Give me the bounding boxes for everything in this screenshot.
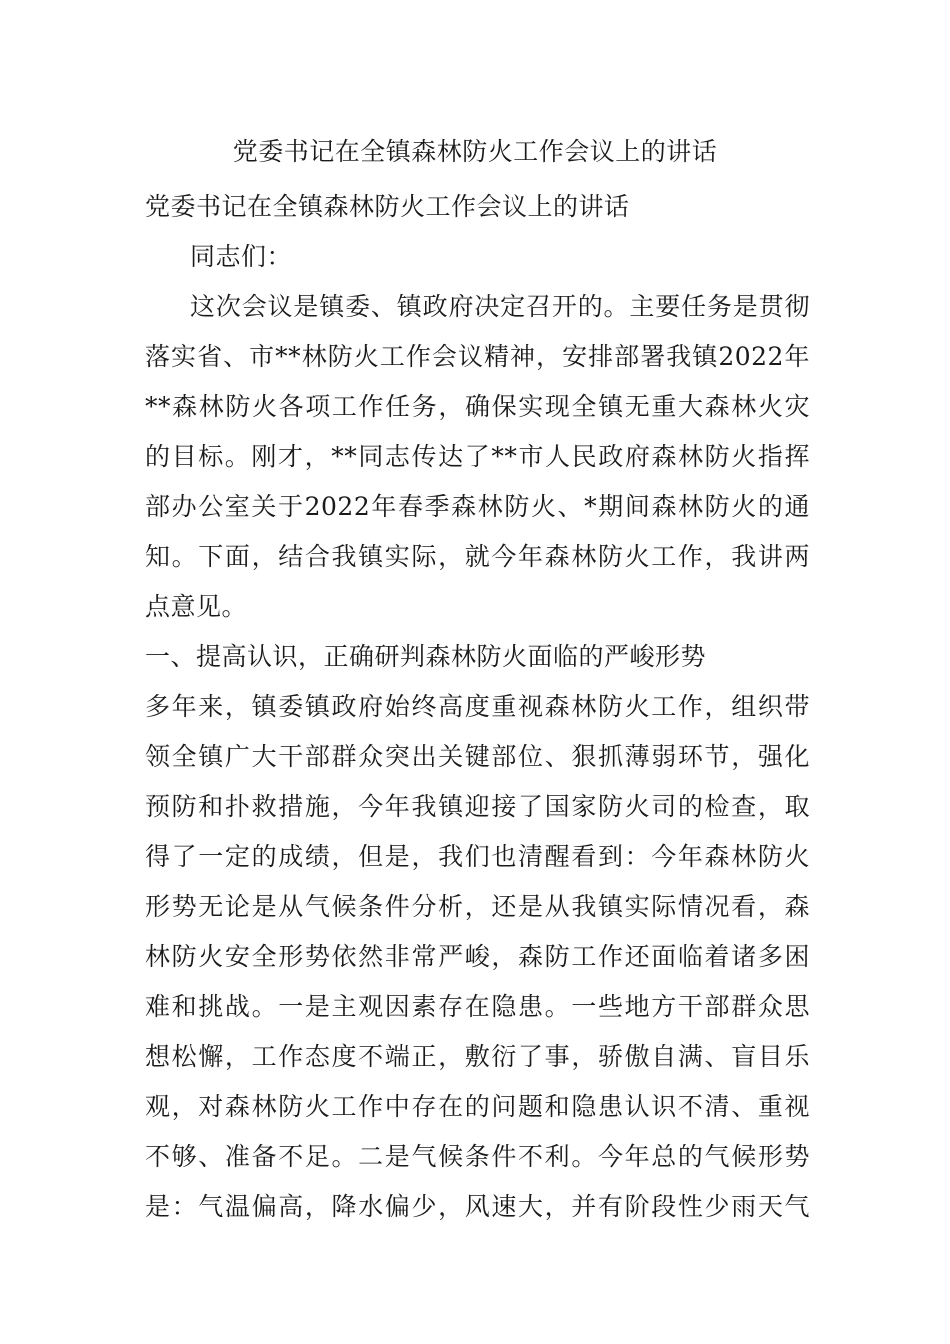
- paragraph-line: 观，对森林防火工作中存在的问题和隐患认识不清、重视: [145, 1092, 810, 1121]
- paragraph-line: 这次会议是镇委、镇政府决定召开的。主要任务是贯彻: [190, 292, 810, 321]
- paragraph-line: 是：气温偏高，降水偏少，风速大，并有阶段性少雨天气: [145, 1192, 810, 1221]
- paragraph-line: 多年来，镇委镇政府始终高度重视森林防火工作，组织带: [145, 692, 810, 721]
- paragraph-line: 形势无论是从气候条件分析，还是从我镇实际情况看，森: [145, 892, 810, 921]
- document-body: [145, 182, 810, 1232]
- paragraph-line: 点意见。: [145, 592, 248, 621]
- paragraph-line: 的目标。刚才，**同志传达了**市人民政府森林防火指挥: [145, 442, 810, 471]
- paragraph-line: 落实省、市**林防火工作会议精神，安排部署我镇2022年: [145, 342, 810, 371]
- paragraph-line: 预防和扑救措施，今年我镇迎接了国家防火司的检查，取: [145, 792, 810, 821]
- paragraph-line: 林防火安全形势依然非常严峻，森防工作还面临着诸多困: [145, 942, 810, 971]
- paragraph-line: 想松懈，工作态度不端正，敷衍了事，骄傲自满、盲目乐: [145, 1042, 810, 1071]
- paragraph-line: **森林防火各项工作任务，确保实现全镇无重大森林火灾: [145, 392, 810, 421]
- document-title: 党委书记在全镇森林防火工作会议上的讲话: [232, 137, 718, 166]
- paragraph-line: 部办公室关于2022年春季森林防火、*期间森林防火的通: [145, 492, 810, 521]
- paragraph-line: 知。下面，结合我镇实际，就今年森林防火工作，我讲两: [145, 542, 810, 571]
- section-heading: 一、提高认识，正确研判森林防火面临的严峻形势: [145, 642, 707, 671]
- paragraph-line: 不够、准备不足。二是气候条件不利。今年总的气候形势: [145, 1142, 810, 1171]
- paragraph-line: 难和挑战。一是主观因素存在隐患。一些地方干部群众思: [145, 992, 810, 1021]
- paragraph-line: 得了一定的成绩，但是，我们也清醒看到：今年森林防火: [145, 842, 810, 871]
- subtitle-line: 党委书记在全镇森林防火工作会议上的讲话: [145, 192, 630, 221]
- paragraph-line: 领全镇广大干部群众突出关键部位、狠抓薄弱环节，强化: [145, 742, 810, 771]
- salutation: 同志们：: [190, 242, 293, 271]
